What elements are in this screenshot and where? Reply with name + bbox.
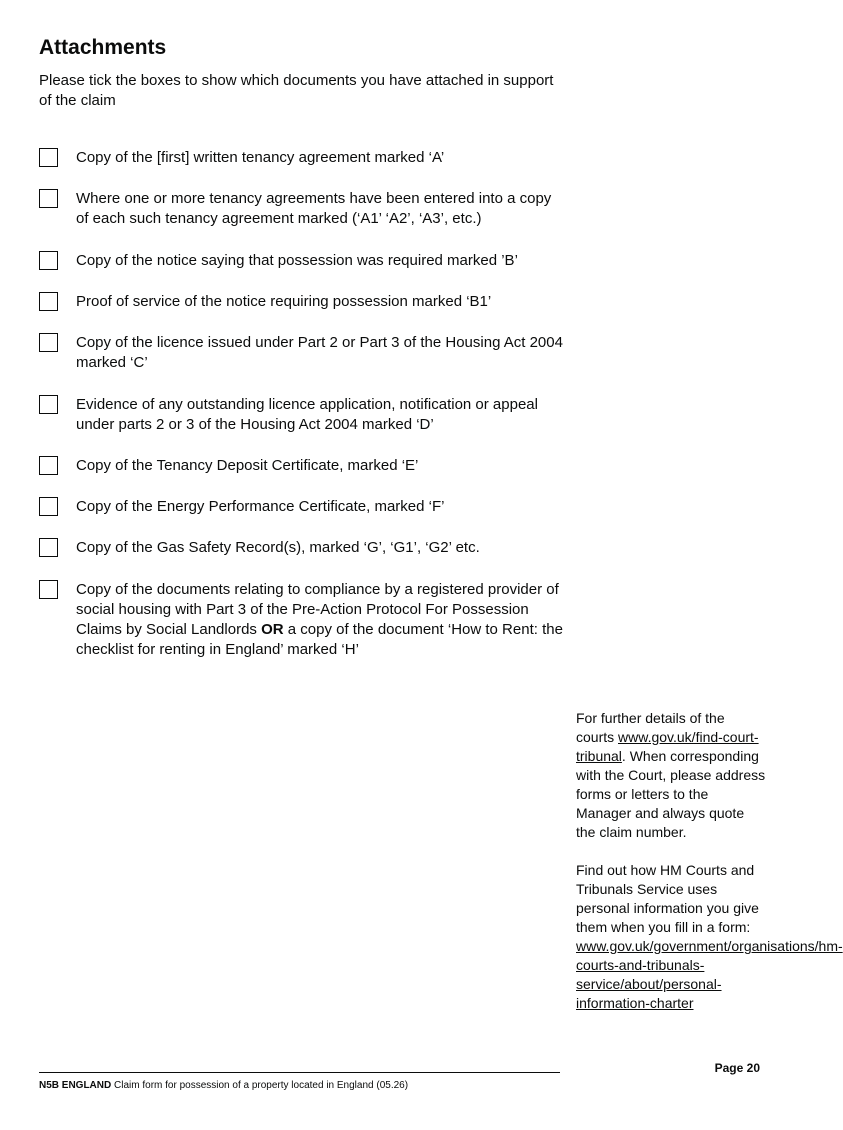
attachment-label-e: Copy of the Tenancy Deposit Certificate, marked ‘E’ xyxy=(76,457,419,474)
court-details-text: For further details of the courts xyxy=(576,710,725,745)
attachment-label-b1: Proof of service of the notice requiring possession marked ‘B1’ xyxy=(76,293,492,310)
attachment-label-h-start: Copy of the documents relating to compliance by a registered provider of social housing with Part 3 of the Pre-Action Protocol For Possession Claims by Social Landlords xyxy=(76,581,559,638)
or-emphasis: OR xyxy=(261,621,284,638)
attachment-label-h xyxy=(76,580,566,660)
personal-information-charter-link[interactable]: www.gov.uk/government/organisations/hm-courts-and-tribunals-service/about/personal-information-charter xyxy=(576,938,843,1011)
sidebar-notes xyxy=(576,709,843,1013)
checkbox-b1[interactable] xyxy=(39,292,58,311)
court-details-text-end: . When corresponding with the Court, please address forms or letters to the Manager and always quote the claim number. xyxy=(576,748,766,840)
checkbox-f[interactable] xyxy=(39,497,58,516)
checkbox-h[interactable] xyxy=(39,580,58,599)
attachment-label-g: Copy of the Gas Safety Record(s), marked ‘G’, ‘G1’, ‘G2’ etc. xyxy=(76,539,480,556)
footer-divider xyxy=(39,1072,560,1073)
checkbox-g[interactable] xyxy=(39,538,58,557)
attachment-label-a1: Where one or more tenancy agreements have been entered into a copy of each such tenancy agreement marked (‘A1’ ‘A2’, ‘A3’, etc.) xyxy=(76,190,552,227)
attachment-label-b: Copy of the notice saying that possession was required marked ’B’ xyxy=(76,252,518,269)
privacy-note xyxy=(576,861,843,1013)
checkbox-a1[interactable] xyxy=(39,189,58,208)
attachment-label-f: Copy of the Energy Performance Certificate, marked ‘F’ xyxy=(76,498,445,515)
attachment-label-c: Copy of the licence issued under Part 2 or Part 3 of the Housing Act 2004 marked ‘C’ xyxy=(76,334,563,371)
attachment-label-a: Copy of the [first] written tenancy agreement marked ‘A’ xyxy=(76,149,445,166)
find-court-link[interactable]: www.gov.uk/find-court-tribunal xyxy=(576,729,759,764)
page-title: Attachments xyxy=(39,36,167,59)
checkbox-d[interactable] xyxy=(39,395,58,414)
court-details-note xyxy=(576,709,766,842)
attachment-label-h-end: a copy of the document ‘How to Rent: the checklist for renting in England’ marked ‘H’ xyxy=(76,621,563,658)
attachment-label-d: Evidence of any outstanding licence application, notification or appeal under parts 2 or 3 of the Housing Act 2004 marked ‘D’ xyxy=(76,396,538,433)
page-number: Page 20 xyxy=(714,1061,760,1075)
checkbox-e[interactable] xyxy=(39,456,58,475)
checkbox-b[interactable] xyxy=(39,251,58,270)
checkbox-c[interactable] xyxy=(39,333,58,352)
checkbox-a[interactable] xyxy=(39,148,58,167)
form-footer xyxy=(39,1079,408,1093)
privacy-text: Find out how HM Courts and Tribunals Service uses personal information you give them when you fill in a form: xyxy=(576,862,759,935)
form-title: Claim form for possession of a property located in England (05.26) xyxy=(114,1080,409,1091)
intro-text: Please tick the boxes to show which documents you have attached in support of the claim xyxy=(39,72,554,109)
form-code: N5B ENGLAND xyxy=(39,1080,112,1091)
